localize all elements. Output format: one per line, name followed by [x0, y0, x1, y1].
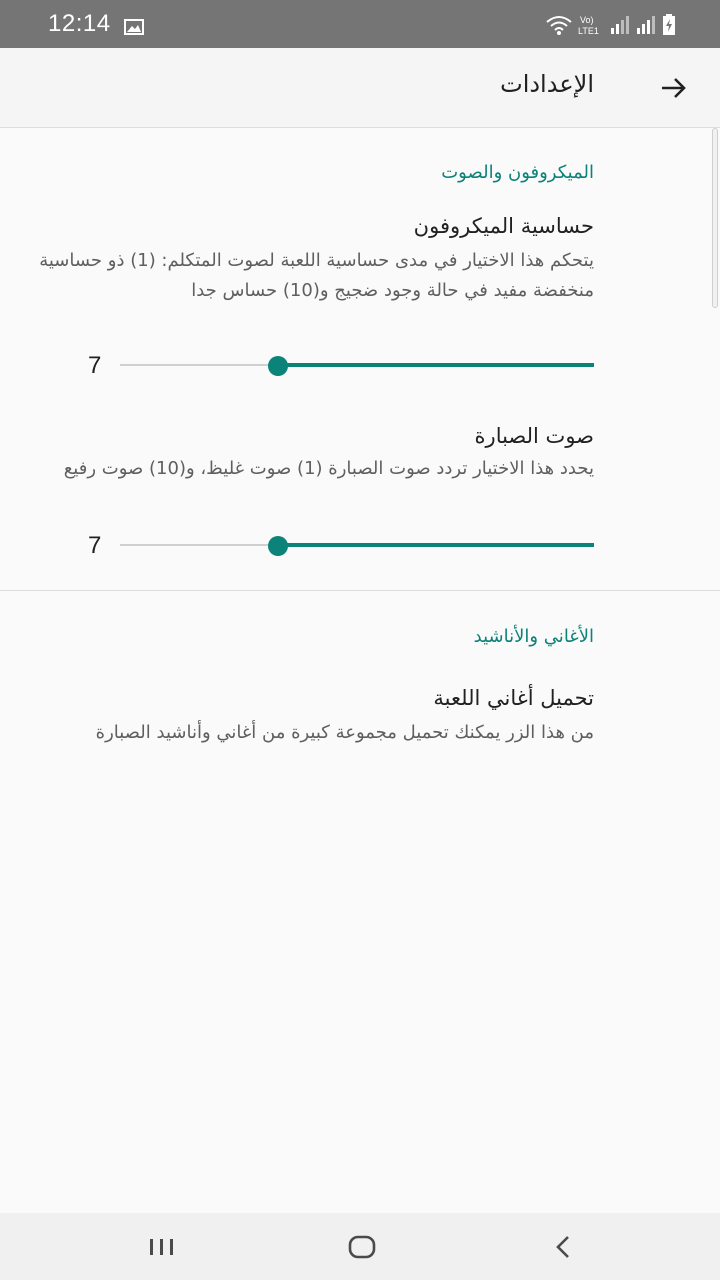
navigation-bar	[0, 1213, 720, 1280]
recent-apps-icon[interactable]	[142, 1231, 182, 1263]
voice-slider[interactable]	[120, 533, 594, 557]
signal-icon	[610, 15, 630, 35]
slider-thumb[interactable]	[268, 356, 288, 376]
gallery-icon	[124, 19, 144, 35]
svg-text:Vo): Vo)	[580, 15, 594, 25]
pref-summary-voice: يحدد هذا الاختيار تردد صوت الصبارة (1) صوت غليظ، و(10) صوت رفيع	[63, 458, 594, 479]
home-icon[interactable]	[342, 1231, 382, 1263]
section-divider	[0, 590, 720, 591]
back-icon[interactable]	[544, 1231, 584, 1263]
wifi-icon	[546, 15, 572, 35]
pref-title-mic-sensitivity: حساسية الميكروفون	[413, 214, 594, 238]
slider-thumb[interactable]	[268, 536, 288, 556]
status-bar	[0, 0, 720, 48]
pref-title-download-songs: تحميل أغاني اللعبة	[433, 686, 594, 710]
svg-text:LTE1: LTE1	[578, 26, 599, 36]
pref-summary-mic-sensitivity: يتحكم هذا الاختيار في مدى حساسية اللعبة لصوت المتكلم: (1) ذو حساسية منخفضة مفيد في حالة وجود ضجيج و(10) حساس جدا	[39, 250, 594, 301]
section-title-songs: الأغاني والأناشيد	[473, 626, 594, 647]
pref-title-voice: صوت الصبارة	[474, 424, 594, 448]
app-bar	[0, 48, 720, 128]
settings-list	[0, 128, 720, 1213]
voice-value: 7	[88, 532, 102, 559]
slider-fill	[278, 543, 594, 547]
status-time: 12:14	[48, 10, 111, 37]
section-title-microphone: الميكروفون والصوت	[441, 162, 594, 183]
mic-sensitivity-value: 7	[88, 352, 102, 379]
arrow-right-icon[interactable]	[658, 72, 690, 104]
signal-2-icon	[636, 15, 656, 35]
volte-lte-icon	[578, 14, 604, 36]
slider-fill	[278, 363, 594, 367]
mic-sensitivity-slider[interactable]	[120, 353, 594, 377]
status-icons	[546, 14, 676, 36]
battery-charging-icon	[662, 14, 676, 36]
scrollbar[interactable]	[712, 128, 718, 308]
pref-summary-download-songs: من هذا الزر يمكنك تحميل مجموعة كبيرة من أغاني وأناشيد الصبارة	[95, 722, 594, 743]
page-title: الإعدادات	[500, 70, 594, 98]
